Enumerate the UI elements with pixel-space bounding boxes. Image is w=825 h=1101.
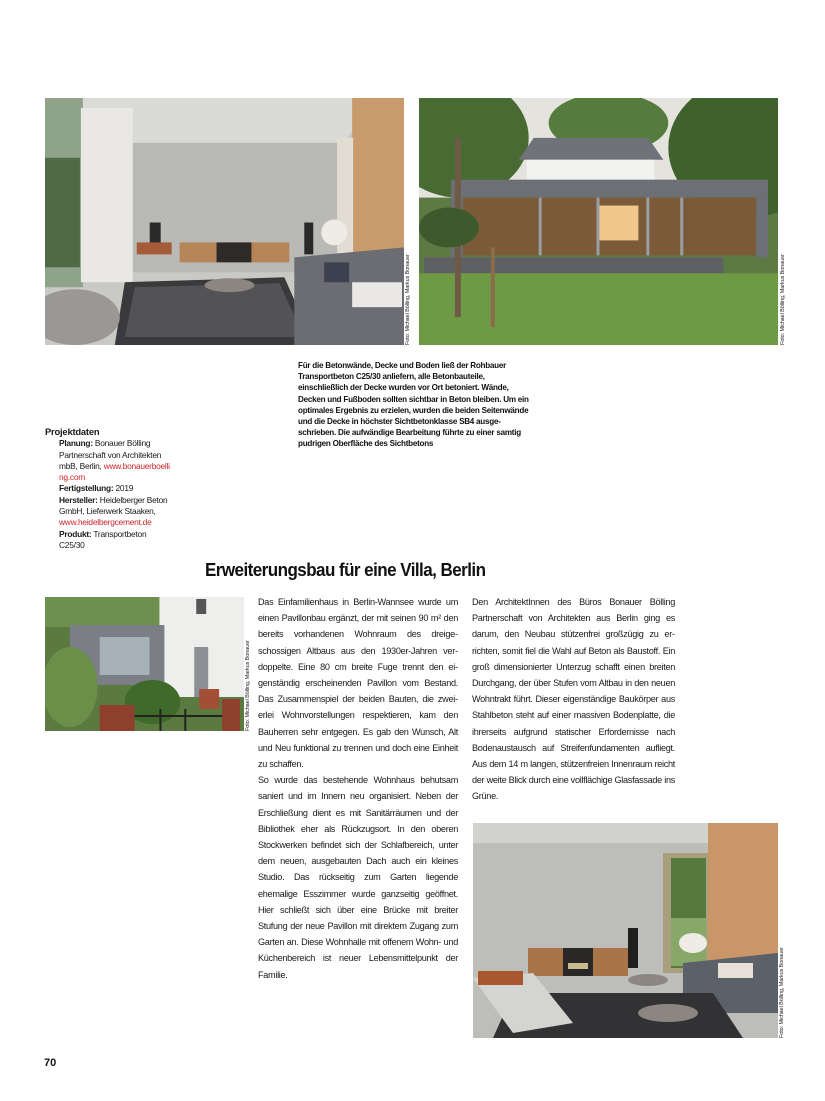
produkt-value: Transportbeton C25/30 (59, 528, 147, 550)
facts-hersteller (59, 495, 170, 529)
planung-link[interactable]: www.bonauerboelling.com (59, 460, 170, 483)
produkt-label: Produkt: (59, 528, 92, 539)
facts-produkt (59, 529, 170, 552)
hersteller-value: Heidelberger Beton GmbH, Lieferwerk Staaken, (59, 494, 168, 517)
photo-credit: Foto: Michael Bölling, Markus Bonauer (779, 947, 785, 1038)
photo-caption: Für die Betonwände, Decke und Boden ließ der Rohbauer Transportbeton C25/30 anliefern, alle Betonbauteile, einschließlich der Decke wurden vor Ort betoniert. Wände, Decken und Fußboden sollten sichtbar in Beton bleiben. Um ein optimales Ergebnis zu erzielen, wurden die beiden Seitenwände und die Decke in höchster Sichtbetonklasse SB4 ausgeschrieben. Die aufwändige Bearbeitung führte zu einer samtig pudrigen Oberfläche des Sichtbetons (298, 361, 529, 449)
photo-credit: Foto: Michael Bölling, Markus Bonauer (405, 254, 411, 345)
photo-interior-living-room (45, 98, 404, 345)
project-facts-title: Projektdaten (45, 426, 100, 437)
article-headline: Erweiterungsbau für eine Villa, Berlin (205, 559, 486, 580)
article-paragraph: So wurde das bestehende Wohnhaus behutsam saniert und im Innern neu organisiert. Neben der Erschließung dient es mit Sanitärräumen und der Bibliothek eher als Rückzugsort. In den oberen Stockwerken befindet sich der Schlafbereich, unter dem neuen, ausgebauten Dach auch ein kleines Studio. Das rückseitig zum Garten liegende ehemalige Esszimmer wurde ganzseitig geöffnet. Hier schließt sich über eine Brücke mit breiter Stufung der neue Pavillon mit direktem Zugang zum Garten an. Diese Wohnhalle mit offenem Wohn- und Küchenbereich ist neuer Lebensmittelpunkt der Familie. (258, 775, 458, 980)
photo-garden-exterior (419, 98, 778, 345)
article-paragraph: Den ArchitektInnen des Büros Bonauer Bölling Partnerschaft von Architekten aus Berlin ging es darum, den Neubau stützenfrei großzügig zu errichten, somit fiel die Wahl auf Beton als Baustoff. Ein groß dimensionierter Unterzug schafft einen breiten Durchgang, der über Stufen vom Altbau in den neuen Wohntrakt führt. Dieser eigenständige Baukörper aus Stahlbeton steht auf einer massiven Bodenplatte, die ihrerseits aufgrund statischer Erfordernisse nach Bodenaustausch auf Streifenfundamenten aufliegt. Aus dem 14 m langen, stützenfreien Innenraum reicht der weite Blick durch eine vollflächige Glasfassade ins Grüne. (472, 597, 675, 802)
planung-label: Planung: (59, 438, 93, 449)
page-number: 70 (44, 1057, 57, 1069)
photo-credit: Foto: Michael Bölling, Markus Bonauer (245, 640, 251, 731)
planung-value: Bonauer Bölling Partnerschaft von Architekten mbB, Berlin, (59, 438, 162, 471)
fertigstellung-value: 2019 (115, 483, 134, 494)
facts-planung (59, 438, 170, 483)
project-facts (45, 426, 170, 551)
hersteller-label: Hersteller: (59, 494, 98, 505)
facts-fertigstellung (59, 483, 170, 494)
fertigstellung-label: Fertigstellung: (59, 483, 114, 494)
photo-credit: Foto: Michael Bölling, Markus Bonauer (780, 254, 786, 345)
photo-street-view (45, 597, 244, 731)
hersteller-link[interactable]: www.heidelbergcement.de (59, 517, 152, 528)
article-column-2 (472, 594, 675, 805)
article-column-1 (258, 594, 458, 983)
article-paragraph: Das Einfamilienhaus in Berlin-Wannsee wurde um einen Pavillonbau ergänzt, der mit seinen 90 m² den bereits vorhandenen Wohnraum des dreigeschossigen Altbaus aus den 1930er-Jahren verdoppelte. Eine 80 cm breite Fuge trennt den eigenständig erscheinenden Pavillon vom Bestand. Das Zusammenspiel der beiden Bauten, die zweierlei Wohnvorstellungen respektieren, kam den Bauherren sehr entgegen. Es gab den Wunsch, Alt und Neu funktional zu trennen und doch eine Einheit zu schaffen. (258, 597, 458, 770)
photo-interior-bottom (473, 823, 778, 1038)
